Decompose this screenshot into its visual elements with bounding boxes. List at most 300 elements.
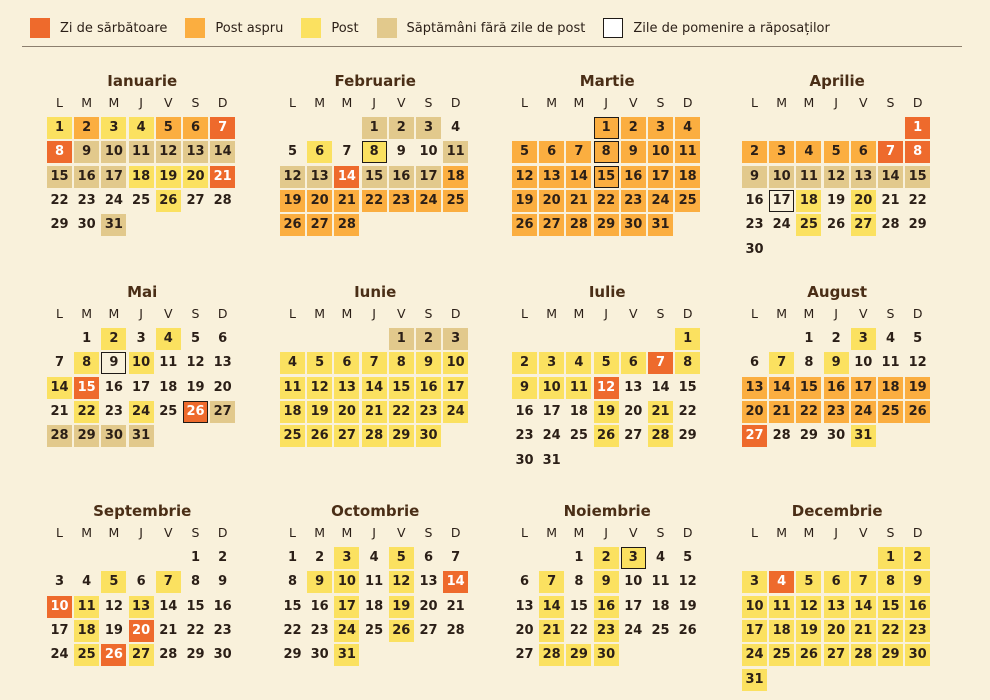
- day-cell: 18: [365, 598, 384, 614]
- weekday-header: M: [803, 525, 815, 540]
- month-title: Ianuarie: [107, 72, 178, 90]
- day-cell: 13: [307, 166, 332, 188]
- day-cell: 17: [443, 377, 468, 399]
- day-cell: 9: [512, 377, 537, 399]
- day-cell: 28: [362, 425, 387, 447]
- month-title: Decembrie: [791, 502, 883, 520]
- day-cell: 23: [515, 428, 534, 444]
- day-cell: 18: [443, 166, 468, 188]
- day-cell: 13: [213, 355, 232, 371]
- day-cell: 7: [769, 352, 794, 374]
- day-cell: 3: [851, 328, 876, 350]
- day-cell: 7: [648, 352, 673, 374]
- day-cell: 2: [101, 328, 126, 350]
- day-cell: 10: [769, 166, 794, 188]
- weekday-header: M: [81, 95, 93, 110]
- day-cell: 18: [129, 166, 154, 188]
- legend-item-no-fast-weeks: [377, 18, 586, 38]
- day-cell: 24: [443, 401, 468, 423]
- day-cell: 29: [878, 644, 903, 666]
- day-cell: 3: [136, 331, 146, 346]
- day-cell: 9: [396, 144, 406, 160]
- day-cell: 19: [104, 622, 123, 638]
- day-cell: 10: [854, 355, 873, 371]
- day-cell: 5: [683, 550, 693, 565]
- month-title: August: [807, 283, 868, 301]
- weekday-header: D: [217, 306, 228, 321]
- day-cell: 8: [287, 574, 298, 590]
- day-cell: 17: [416, 166, 441, 188]
- day-cell: 23: [310, 622, 329, 638]
- weekday-header: D: [217, 95, 228, 110]
- weekday-header: J: [604, 306, 608, 321]
- day-cell: 17: [334, 596, 359, 618]
- day-cell: 29: [799, 428, 818, 444]
- day-cell: 24: [624, 622, 643, 638]
- day-cell: 15: [74, 377, 99, 399]
- day-cell: 2: [389, 117, 414, 139]
- legend-label-memorial: Zile de pomenire a răposaților: [633, 20, 830, 36]
- day-cell: 27: [851, 214, 876, 236]
- day-cell: 31: [101, 214, 126, 236]
- weekday-header: M: [81, 306, 93, 321]
- weekday-header: M: [546, 525, 558, 540]
- day-cell: 18: [769, 620, 794, 642]
- day-cell: 27: [129, 644, 154, 666]
- day-cell: 16: [745, 192, 764, 208]
- weekday-header: L: [521, 525, 528, 540]
- day-cell: 16: [824, 377, 849, 399]
- weekday-header: D: [912, 306, 923, 321]
- day-cell: 22: [186, 622, 205, 638]
- day-cell: 28: [334, 214, 359, 236]
- day-cell: 25: [74, 644, 99, 666]
- day-cell: 21: [769, 401, 794, 423]
- weekday-header: J: [372, 525, 376, 540]
- day-cell: 3: [101, 117, 126, 139]
- month-title: Martie: [579, 72, 635, 90]
- day-cell: 23: [389, 190, 414, 212]
- day-cell: 4: [769, 571, 794, 593]
- legend-swatch-holiday: [30, 18, 50, 38]
- day-cell: 3: [443, 328, 468, 350]
- day-cell: 11: [159, 355, 178, 371]
- day-cell: 15: [594, 166, 619, 188]
- day-cell: 22: [908, 192, 927, 208]
- day-cell: 26: [512, 214, 537, 236]
- weekday-header: J: [139, 306, 143, 321]
- weekday-header: J: [834, 95, 838, 110]
- day-cell: 27: [419, 622, 438, 638]
- day-cell: 6: [423, 550, 434, 565]
- weekday-header: L: [289, 306, 296, 321]
- day-cell: 29: [389, 425, 414, 447]
- day-cell: 25: [159, 403, 178, 419]
- weekday-header: D: [682, 95, 693, 110]
- day-cell: 26: [827, 217, 846, 233]
- day-cell: 11: [74, 596, 99, 618]
- day-cell: 3: [334, 547, 359, 569]
- day-cell: 2: [416, 328, 441, 350]
- day-cell: 22: [678, 403, 697, 419]
- day-cell: 2: [218, 550, 228, 565]
- day-cell: 13: [183, 141, 208, 163]
- weekday-header: M: [546, 306, 558, 321]
- day-cell: 30: [310, 647, 329, 663]
- legend-item-strict-fast: [185, 18, 283, 38]
- day-cell: 16: [905, 596, 930, 618]
- day-cell: 10: [539, 377, 564, 399]
- weekday-header: M: [803, 306, 815, 321]
- weekday-header: V: [397, 95, 406, 110]
- day-cell: 29: [50, 217, 69, 233]
- day-cell: 13: [539, 166, 564, 188]
- day-cell: 10: [334, 571, 359, 593]
- day-cell: 19: [389, 596, 414, 618]
- weekday-header: L: [289, 95, 296, 110]
- day-cell: 12: [594, 377, 619, 399]
- day-cell: 4: [82, 574, 92, 590]
- day-cell: 23: [745, 217, 764, 233]
- day-cell: 22: [569, 622, 588, 638]
- day-cell: 12: [512, 166, 537, 188]
- day-cell: 5: [389, 547, 414, 569]
- day-cell: 15: [283, 598, 302, 614]
- weekday-header: V: [629, 95, 638, 110]
- day-cell: 24: [104, 192, 123, 208]
- day-cell: 20: [624, 403, 643, 419]
- day-cell: 17: [101, 166, 126, 188]
- day-cell: 12: [104, 598, 123, 614]
- day-cell: 21: [851, 620, 876, 642]
- day-cell: 18: [675, 166, 700, 188]
- day-cell: 7: [851, 571, 876, 593]
- legend-swatch-strict-fast: [185, 18, 205, 38]
- day-cell: 26: [156, 190, 181, 212]
- day-cell: 2: [621, 117, 646, 139]
- day-cell: 5: [796, 571, 821, 593]
- day-cell: 11: [443, 141, 468, 163]
- day-cell: 30: [101, 425, 126, 447]
- day-cell: 16: [310, 598, 329, 614]
- day-cell: 10: [624, 574, 643, 590]
- day-cell: 14: [878, 166, 903, 188]
- weekday-header: L: [521, 95, 528, 110]
- day-cell: 1: [362, 117, 387, 139]
- day-cell: 8: [190, 574, 201, 590]
- day-cell: 4: [156, 328, 181, 350]
- day-cell: 9: [824, 352, 849, 374]
- month-title: Octombrie: [331, 502, 420, 520]
- day-cell: 12: [824, 166, 849, 188]
- day-cell: 11: [566, 377, 591, 399]
- day-cell: 23: [77, 192, 96, 208]
- day-cell: 25: [675, 190, 700, 212]
- day-cell: 31: [742, 669, 767, 691]
- day-cell: 21: [539, 620, 564, 642]
- day-cell: 5: [594, 352, 619, 374]
- day-cell: 27: [334, 425, 359, 447]
- day-cell: 22: [50, 192, 69, 208]
- day-cell: 13: [624, 379, 643, 395]
- weekday-header: M: [341, 95, 353, 110]
- legend-swatch-no-fast-weeks: [377, 18, 397, 38]
- legend-swatch-fast: [301, 18, 321, 38]
- legend-item-fast: [301, 18, 358, 38]
- day-cell: 1: [878, 547, 903, 569]
- day-cell: 17: [851, 377, 876, 399]
- day-cell: 30: [515, 452, 534, 468]
- day-cell: 26: [101, 644, 126, 666]
- day-cell: 14: [443, 571, 468, 593]
- day-cell: 3: [539, 352, 564, 374]
- weekday-header: J: [834, 306, 838, 321]
- day-cell: 14: [566, 166, 591, 188]
- day-cell: 2: [594, 547, 619, 569]
- weekday-header: D: [217, 525, 228, 540]
- day-cell: 6: [183, 117, 208, 139]
- day-cell: 28: [566, 214, 591, 236]
- day-cell: 9: [416, 352, 441, 374]
- day-cell: 25: [769, 644, 794, 666]
- legend: [30, 14, 848, 42]
- day-cell: 16: [389, 166, 414, 188]
- day-cell: 19: [905, 377, 930, 399]
- day-cell: 15: [47, 166, 72, 188]
- day-cell: 13: [419, 574, 438, 590]
- day-cell: 20: [307, 190, 332, 212]
- day-cell: 19: [827, 192, 846, 208]
- day-cell: 29: [678, 428, 697, 444]
- weekday-header: S: [424, 95, 433, 110]
- day-cell: 13: [851, 166, 876, 188]
- day-cell: 28: [446, 622, 465, 638]
- day-cell: 15: [796, 377, 821, 399]
- day-cell: 3: [621, 547, 646, 569]
- weekday-header: M: [108, 525, 120, 540]
- day-cell: 8: [804, 355, 814, 371]
- weekday-header: J: [834, 525, 838, 540]
- day-cell: 27: [210, 401, 235, 423]
- legend-swatch-memorial: [603, 18, 623, 38]
- day-cell: 21: [566, 190, 591, 212]
- day-cell: 29: [908, 217, 927, 233]
- day-cell: 9: [742, 166, 767, 188]
- day-cell: 2: [74, 117, 99, 139]
- day-cell: 28: [539, 644, 564, 666]
- day-cell: 17: [769, 190, 794, 212]
- day-cell: 5: [307, 352, 332, 374]
- day-cell: 10: [101, 141, 126, 163]
- weekday-header: J: [139, 95, 143, 110]
- day-cell: 24: [542, 428, 561, 444]
- day-cell: 4: [280, 352, 305, 374]
- day-cell: 7: [566, 141, 591, 163]
- day-cell: 20: [419, 598, 438, 614]
- day-cell: 21: [446, 598, 465, 614]
- day-cell: 16: [416, 377, 441, 399]
- day-cell: 28: [213, 192, 232, 208]
- day-cell: 10: [648, 141, 673, 163]
- day-cell: 6: [218, 331, 228, 346]
- day-cell: 30: [416, 425, 441, 447]
- weekday-header: M: [776, 525, 788, 540]
- day-cell: 1: [574, 550, 584, 565]
- day-cell: 1: [287, 550, 298, 565]
- day-cell: 12: [307, 377, 332, 399]
- day-cell: 1: [47, 117, 72, 139]
- day-cell: 13: [129, 596, 154, 618]
- legend-label-strict-fast: Post aspru: [215, 20, 284, 36]
- day-cell: 16: [213, 598, 232, 614]
- day-cell: 19: [594, 401, 619, 423]
- day-cell: 23: [905, 620, 930, 642]
- day-cell: 18: [878, 377, 903, 399]
- day-cell: 29: [283, 647, 302, 663]
- day-cell: 11: [881, 355, 900, 371]
- day-cell: 8: [574, 574, 584, 590]
- day-cell: 1: [82, 331, 92, 346]
- day-cell: 12: [908, 355, 927, 371]
- day-cell: 7: [539, 571, 564, 593]
- weekday-header: L: [289, 525, 296, 540]
- day-cell: 9: [307, 571, 332, 593]
- day-cell: 23: [104, 403, 123, 419]
- day-cell: 6: [539, 141, 564, 163]
- weekday-header: V: [164, 525, 173, 540]
- weekday-header: V: [397, 306, 406, 321]
- day-cell: 27: [515, 647, 534, 663]
- day-cell: 25: [132, 192, 151, 208]
- day-cell: 13: [824, 596, 849, 618]
- day-cell: 3: [416, 117, 441, 139]
- day-cell: 25: [878, 401, 903, 423]
- weekday-header: M: [573, 95, 585, 110]
- day-cell: 25: [569, 428, 588, 444]
- day-cell: 30: [621, 214, 646, 236]
- day-cell: 17: [742, 620, 767, 642]
- day-cell: 25: [796, 214, 821, 236]
- day-cell: 8: [74, 352, 99, 374]
- day-cell: 20: [851, 190, 876, 212]
- weekday-header: L: [751, 306, 758, 321]
- day-cell: 18: [74, 620, 99, 642]
- day-cell: 1: [905, 117, 930, 139]
- weekday-header: D: [450, 306, 461, 321]
- day-cell: 16: [104, 379, 123, 395]
- day-cell: 16: [594, 596, 619, 618]
- day-cell: 14: [769, 377, 794, 399]
- day-cell: 7: [451, 550, 461, 565]
- day-cell: 19: [186, 379, 205, 395]
- weekday-header: S: [191, 306, 200, 321]
- day-cell: 14: [362, 377, 387, 399]
- weekday-header: M: [341, 306, 353, 321]
- day-cell: 9: [218, 574, 228, 590]
- day-cell: 10: [47, 596, 72, 618]
- weekday-header: V: [164, 95, 173, 110]
- day-cell: 20: [183, 166, 208, 188]
- day-cell: 26: [678, 622, 697, 638]
- day-cell: 19: [678, 598, 697, 614]
- weekday-header: S: [886, 306, 895, 321]
- weekday-header: D: [912, 525, 923, 540]
- weekday-header: S: [191, 525, 200, 540]
- day-cell: 14: [210, 141, 235, 163]
- day-cell: 26: [594, 425, 619, 447]
- weekday-header: M: [546, 95, 558, 110]
- day-cell: 26: [389, 620, 414, 642]
- day-cell: 17: [132, 379, 151, 395]
- day-cell: 9: [594, 571, 619, 593]
- day-cell: 15: [569, 598, 588, 614]
- day-cell: 28: [772, 428, 791, 444]
- day-cell: 17: [624, 598, 643, 614]
- day-cell: 4: [885, 331, 896, 346]
- day-cell: 11: [280, 377, 305, 399]
- day-cell: 10: [419, 144, 438, 160]
- weekday-header: M: [108, 95, 120, 110]
- weekday-header: V: [629, 306, 638, 321]
- day-cell: 16: [74, 166, 99, 188]
- day-cell: 9: [74, 141, 99, 163]
- day-cell: 22: [362, 190, 387, 212]
- day-cell: 25: [280, 425, 305, 447]
- day-cell: 11: [675, 141, 700, 163]
- day-cell: 20: [539, 190, 564, 212]
- day-cell: 18: [651, 598, 670, 614]
- weekday-header: M: [314, 525, 326, 540]
- day-cell: 15: [678, 379, 697, 395]
- weekday-header: M: [776, 95, 788, 110]
- day-cell: 25: [651, 622, 670, 638]
- weekday-header: L: [521, 306, 528, 321]
- day-cell: 2: [905, 547, 930, 569]
- day-cell: 9: [101, 352, 126, 374]
- day-cell: 12: [280, 166, 305, 188]
- legend-divider: [22, 46, 962, 47]
- day-cell: 20: [213, 379, 232, 395]
- day-cell: 20: [515, 622, 534, 638]
- day-cell: 3: [769, 141, 794, 163]
- day-cell: 24: [129, 401, 154, 423]
- day-cell: 10: [443, 352, 468, 374]
- day-cell: 6: [851, 141, 876, 163]
- day-cell: 5: [156, 117, 181, 139]
- day-cell: 30: [594, 644, 619, 666]
- day-cell: 19: [156, 166, 181, 188]
- day-cell: 27: [539, 214, 564, 236]
- day-cell: 1: [804, 331, 814, 346]
- weekday-header: J: [604, 525, 608, 540]
- weekday-header: M: [573, 306, 585, 321]
- day-cell: 11: [129, 141, 154, 163]
- weekday-header: L: [56, 95, 63, 110]
- day-cell: 30: [745, 241, 764, 257]
- weekday-header: J: [372, 95, 376, 110]
- day-cell: 2: [742, 141, 767, 163]
- day-cell: 14: [651, 379, 670, 395]
- weekday-header: M: [573, 525, 585, 540]
- day-cell: 10: [129, 352, 154, 374]
- day-cell: 14: [159, 598, 178, 614]
- day-cell: 11: [651, 574, 670, 590]
- day-cell: 26: [183, 401, 208, 423]
- weekday-header: M: [341, 525, 353, 540]
- day-cell: 27: [624, 428, 643, 444]
- weekday-header: J: [139, 525, 143, 540]
- day-cell: 18: [159, 379, 178, 395]
